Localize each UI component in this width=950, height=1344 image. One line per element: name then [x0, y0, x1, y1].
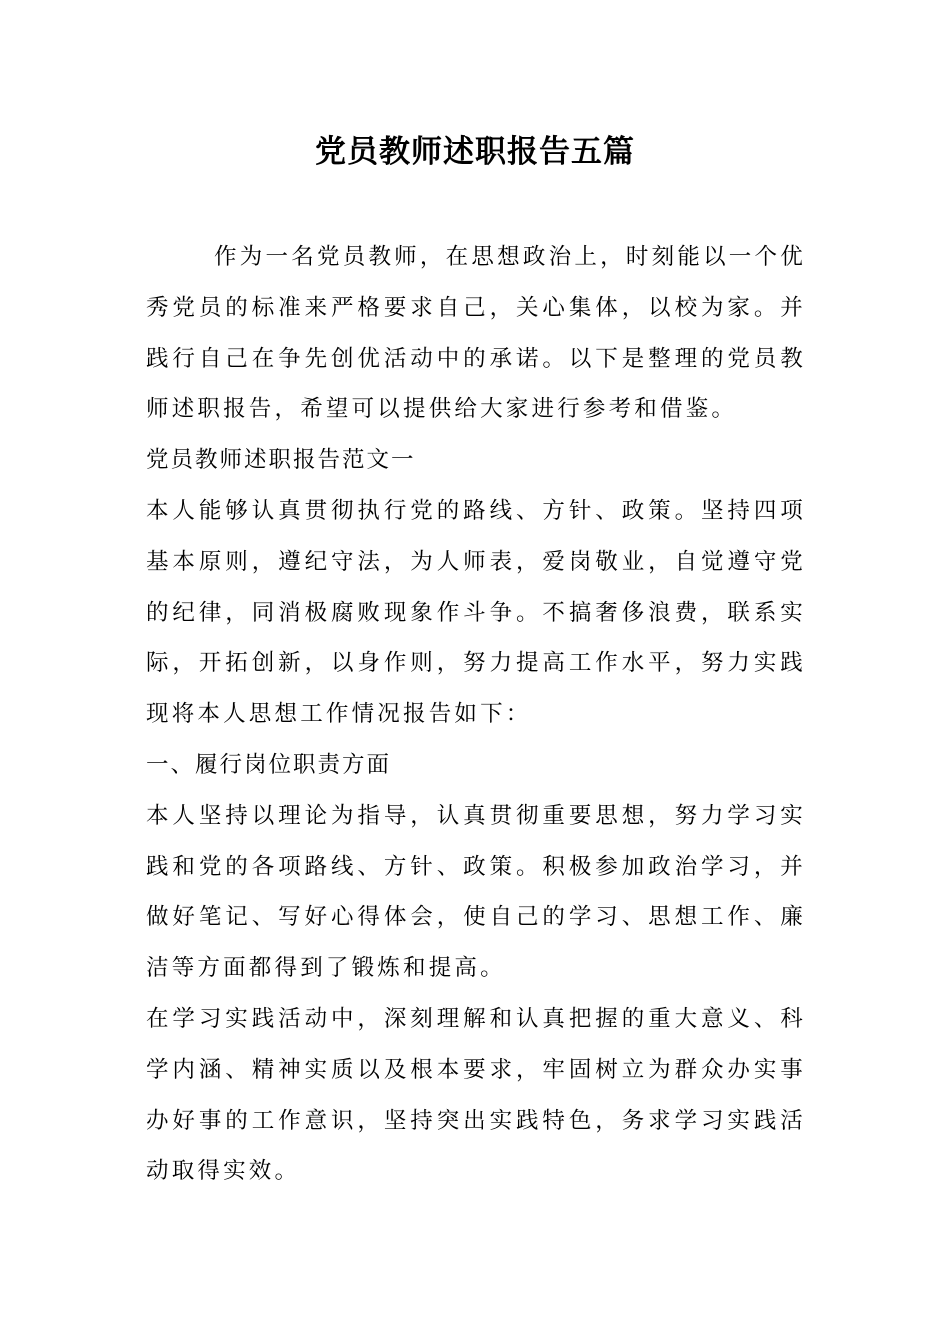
document-title: 党员教师述职报告五篇 [315, 134, 635, 170]
body-paragraph: 在学习实践活动中，深刻理解和认真把握的重大意义、科学内涵、精神实质以及根本要求，牢固树立为群众办实事办好事的工作意识，坚持突出实践特色，务求学习实践活动取得实效。 [146, 1005, 806, 1185]
body-paragraph: 本人坚持以理论为指导，认真贯彻重要思想，努力学习实践和党的各项路线、方针、政策。积极参加政治学习，并做好笔记、写好心得体会，使自己的学习、思想工作、廉洁等方面都得到了锻炼和提高。 [146, 802, 806, 982]
body-paragraph: 本人能够认真贯彻执行党的路线、方针、政策。坚持四项基本原则，遵纪守法，为人师表，爱岗敬业，自觉遵守党的纪律，同消极腐败现象作斗争。不搞奢侈浪费，联系实际，开拓创新，以身作则，努力提高工作水平，努力实践现将本人思想工作情况报告如下： [146, 497, 806, 728]
intro-paragraph: 作为一名党员教师，在思想政治上，时刻能以一个优秀党员的标准来严格要求自己，关心集体，以校为家。并践行自己在争先创优活动中的承诺。以下是整理的党员教师述职报告，希望可以提供给大家进行参考和借鉴。 [146, 244, 806, 423]
section-heading: 党员教师述职报告范文一 [146, 447, 416, 474]
subsection-heading: 一、履行岗位职责方面 [146, 751, 392, 778]
document-body [146, 232, 806, 1197]
